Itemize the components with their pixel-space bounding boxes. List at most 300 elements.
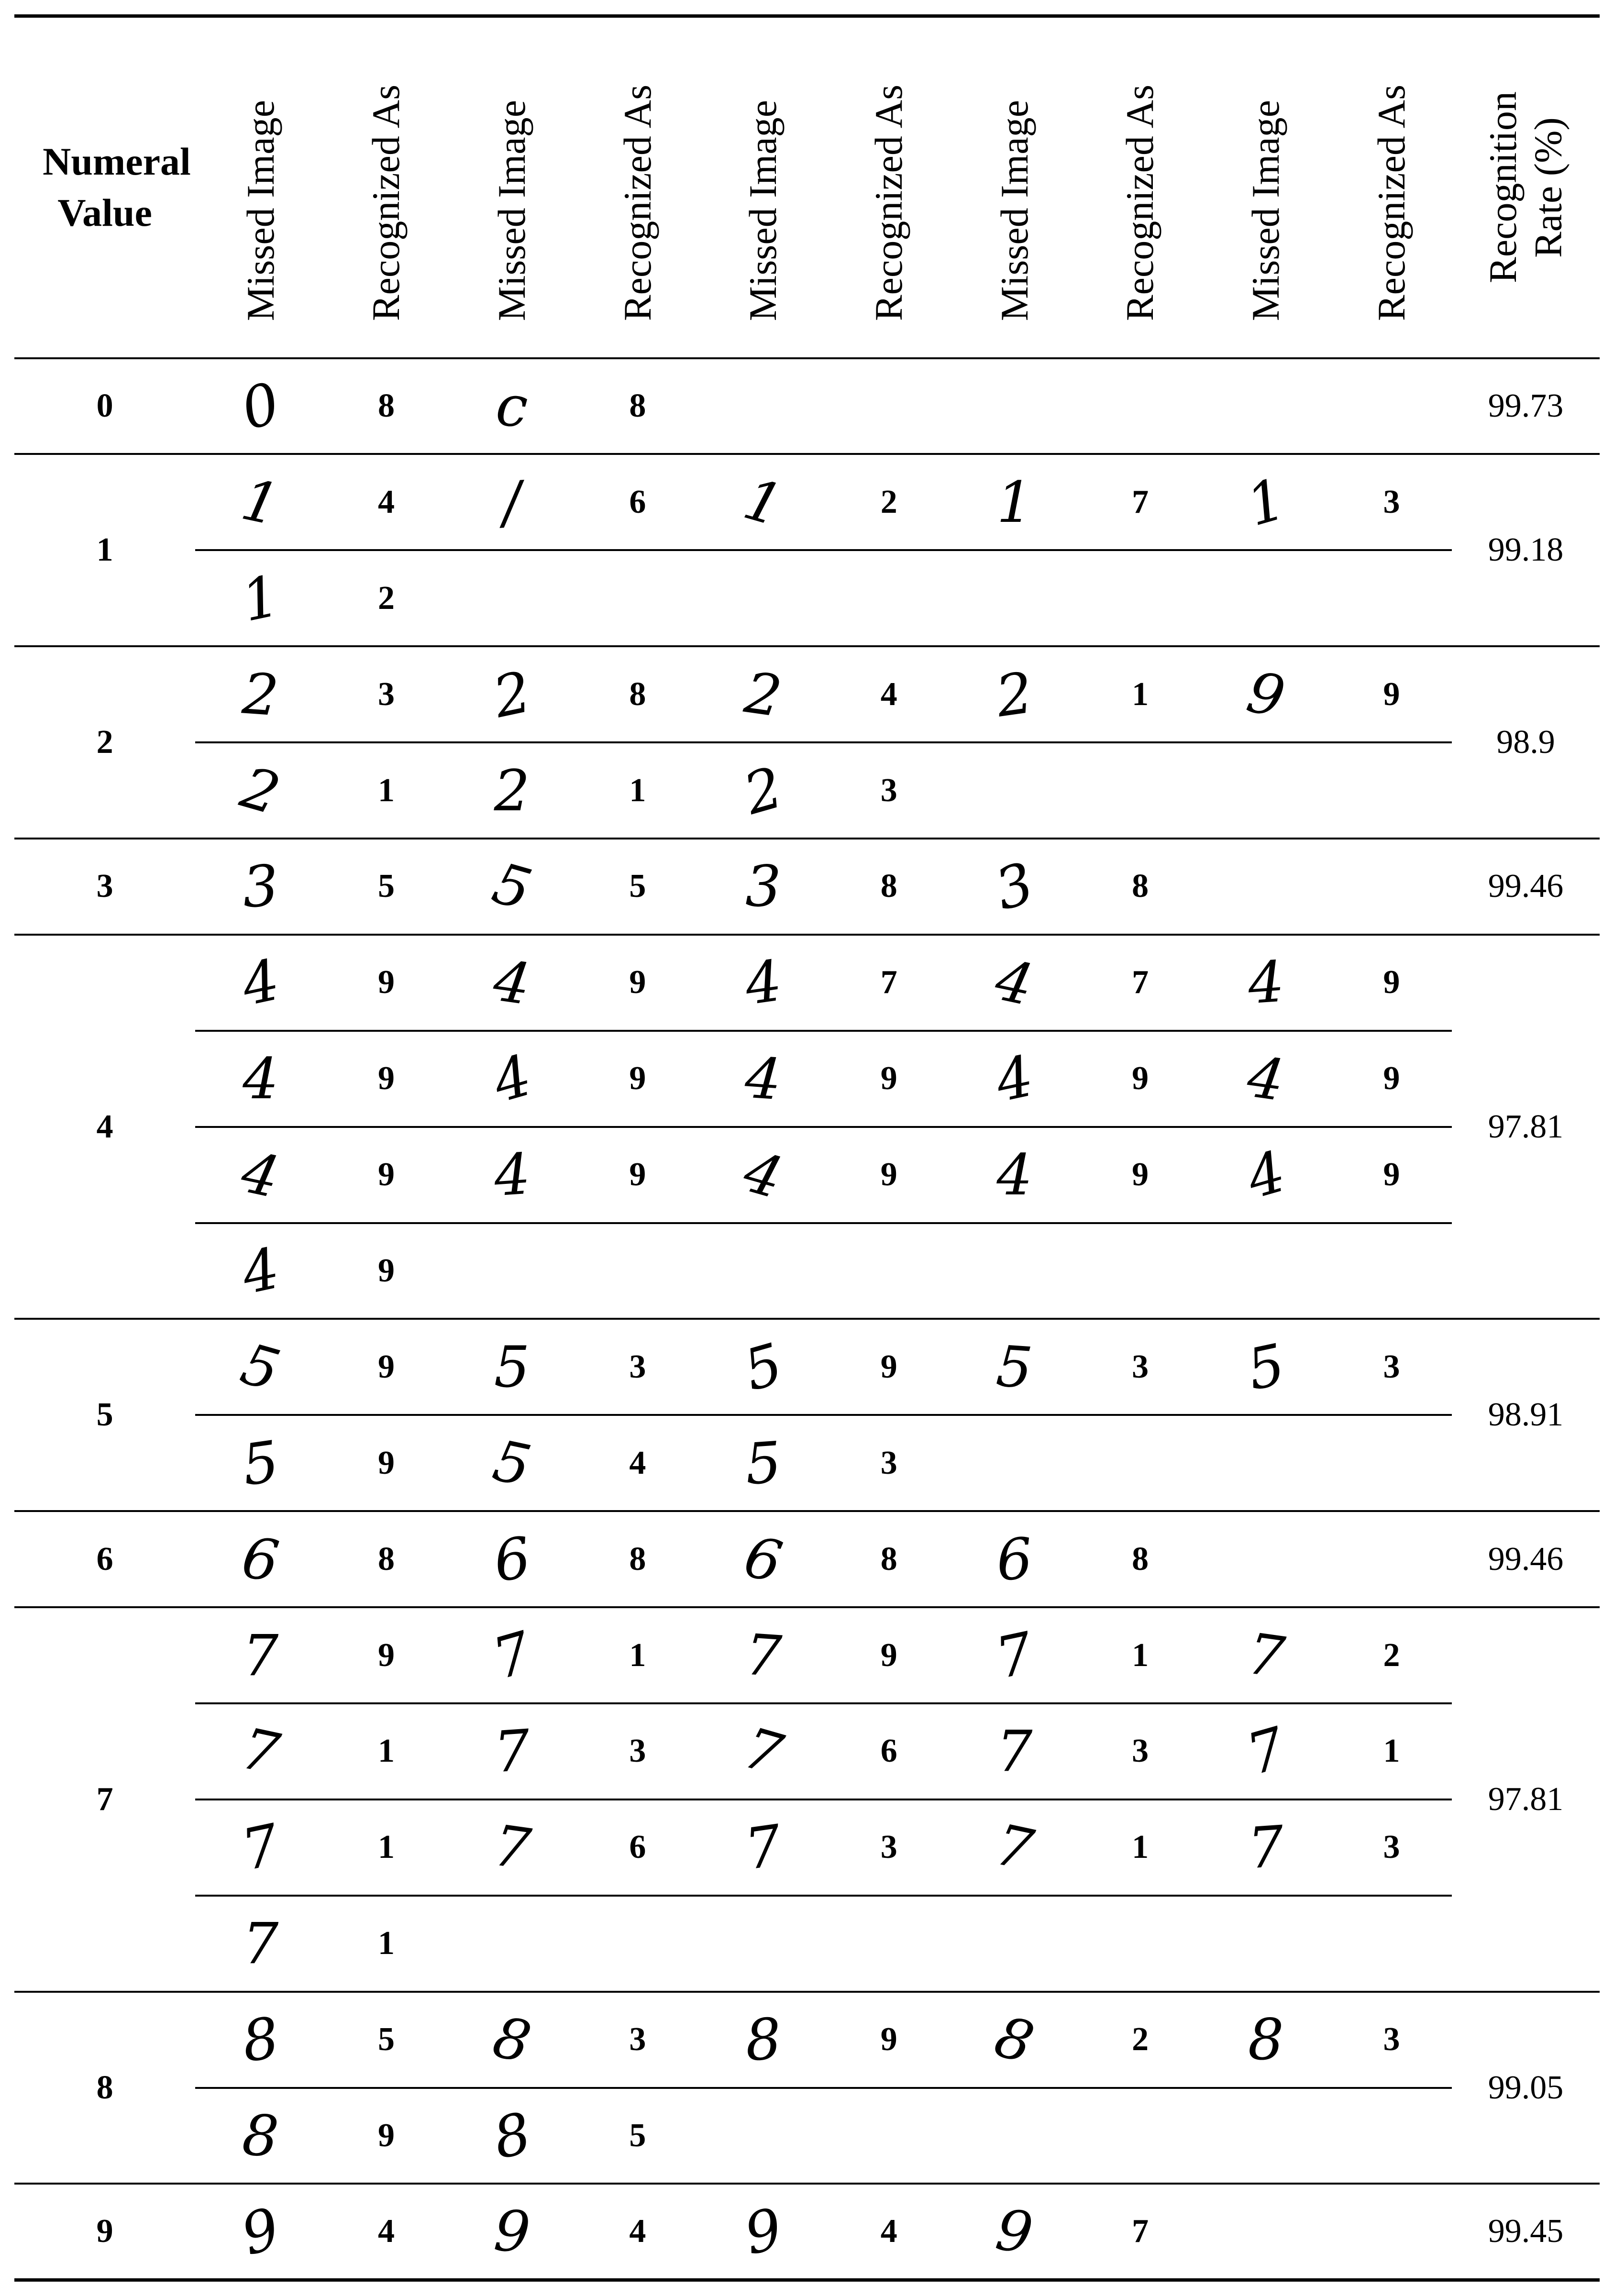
handwritten-digit-image: 7 xyxy=(489,1812,534,1883)
handwritten-digit-image: 8 xyxy=(1248,2007,1284,2073)
missed-image-cell xyxy=(1201,646,1331,742)
missed-image-cell xyxy=(195,1703,326,1799)
missed-image-cell xyxy=(698,1992,829,2088)
missed-image-cell xyxy=(447,1127,577,1223)
handwritten-digit-image: 9 xyxy=(739,2195,788,2268)
recognized-as-cell: 1 xyxy=(1080,646,1201,742)
recognized-as-cell: 7 xyxy=(829,935,949,1031)
recognized-as-cell xyxy=(577,1223,698,1319)
handwritten-digit-image: 8 xyxy=(988,2003,1041,2076)
recognized-as-cell xyxy=(1331,742,1452,839)
handwritten-digit-image: 1 xyxy=(737,465,790,539)
handwritten-digit-image: / xyxy=(500,468,524,536)
recognized-as-cell: 8 xyxy=(326,358,446,454)
numeral-value-cell: 3 xyxy=(14,839,195,935)
missed-image-cell xyxy=(195,935,326,1031)
handwritten-digit-image: 5 xyxy=(994,1333,1035,1402)
handwritten-digit-image: 8 xyxy=(487,2003,537,2076)
recognized-as-cell: 3 xyxy=(829,1415,949,1511)
recognition-rate-cell: 98.9 xyxy=(1452,646,1600,839)
handwritten-digit-image: 6 xyxy=(238,1524,283,1595)
missed-image-cell xyxy=(949,454,1080,550)
handwritten-digit-image: 8 xyxy=(238,2004,283,2075)
handwritten-digit-image: 8 xyxy=(743,2005,784,2074)
recognized-as-cell: 5 xyxy=(326,1992,446,2088)
table-row xyxy=(14,358,1600,454)
missed-image-cell xyxy=(949,1223,1080,1319)
numeral-value-cell: 4 xyxy=(14,935,195,1319)
recognized-as-cell xyxy=(1331,2184,1452,2280)
missed-image-cell xyxy=(949,839,1080,935)
handwritten-digit-image: 8 xyxy=(487,2099,537,2172)
recognized-as-header: Recognized As xyxy=(829,16,949,358)
missed-image-cell xyxy=(195,1031,326,1127)
recognized-as-cell: 2 xyxy=(1331,1607,1452,1703)
recognized-as-cell: 3 xyxy=(577,1703,698,1799)
table-row xyxy=(14,1511,1600,1607)
missed-image-cell xyxy=(1201,454,1331,550)
missed-image-cell xyxy=(698,1319,829,1415)
recognized-as-cell xyxy=(1331,1223,1452,1319)
missed-image-cell xyxy=(447,1703,577,1799)
recognized-as-cell: 8 xyxy=(1080,1511,1201,1607)
missed-image-cell xyxy=(1201,358,1331,454)
missed-image-cell xyxy=(195,839,326,935)
recognized-as-cell: 9 xyxy=(577,1031,698,1127)
missed-image-cell xyxy=(447,1799,577,1896)
recognized-as-cell: 8 xyxy=(577,1511,698,1607)
recognized-as-cell xyxy=(1080,1415,1201,1511)
missed-image-cell xyxy=(195,1127,326,1223)
recognized-as-cell: 9 xyxy=(326,1031,446,1127)
table-row xyxy=(14,2184,1600,2280)
handwritten-digit-image: 6 xyxy=(739,1523,788,1595)
handwritten-digit-image: 7 xyxy=(743,1621,784,1689)
missed-image-cell xyxy=(447,935,577,1031)
recognized-as-cell xyxy=(577,550,698,646)
recognized-as-cell: 3 xyxy=(577,1319,698,1415)
handwritten-digit-image: 1 xyxy=(996,469,1033,535)
recognized-as-cell: 9 xyxy=(1080,1127,1201,1223)
missed-image-cell xyxy=(195,1415,326,1511)
handwritten-digit-image: 7 xyxy=(1246,1813,1286,1882)
handwritten-digit-image: 5 xyxy=(234,1330,287,1404)
numeral-value-cell: 8 xyxy=(14,1992,195,2184)
handwritten-digit-image: 5 xyxy=(238,1428,283,1499)
recognized-as-cell: 4 xyxy=(577,1415,698,1511)
handwritten-digit-image: 7 xyxy=(990,1619,1039,1691)
recognition-rate-cell: 99.18 xyxy=(1452,454,1600,646)
recognized-as-cell: 3 xyxy=(1080,1703,1201,1799)
recognized-as-cell: 9 xyxy=(829,1127,949,1223)
missed-image-header: Missed Image xyxy=(195,16,326,358)
recognized-as-cell: 9 xyxy=(577,935,698,1031)
recognized-as-cell xyxy=(1080,1896,1201,1992)
recognized-as-cell: 2 xyxy=(326,550,446,646)
missed-image-cell xyxy=(698,742,829,839)
numeral-value-cell: 9 xyxy=(14,2184,195,2280)
recognized-as-cell xyxy=(1331,1896,1452,1992)
missed-image-cell xyxy=(195,1511,326,1607)
numeral-value-cell: 6 xyxy=(14,1511,195,1607)
recognized-as-cell: 8 xyxy=(1080,839,1201,935)
missed-image-cell xyxy=(195,1896,326,1992)
missed-image-cell xyxy=(698,1703,829,1799)
handwritten-digit-image: 3 xyxy=(988,850,1041,924)
missed-image-cell xyxy=(1201,935,1331,1031)
recognized-as-cell: 9 xyxy=(829,1031,949,1127)
table-row xyxy=(14,839,1600,935)
table-row xyxy=(14,646,1600,742)
handwritten-digit-image: 7 xyxy=(486,1618,539,1692)
missed-image-cell xyxy=(1201,1319,1331,1415)
recognized-as-cell: 3 xyxy=(1331,1799,1452,1896)
missed-image-cell xyxy=(698,839,829,935)
missed-image-cell xyxy=(447,358,577,454)
recognized-as-cell: 8 xyxy=(829,1511,949,1607)
recognized-as-cell: 9 xyxy=(326,2088,446,2184)
handwritten-digit-image: 2 xyxy=(234,753,287,828)
missed-image-cell xyxy=(1201,1415,1331,1511)
handwritten-digit-image: 9 xyxy=(1241,658,1291,730)
missed-image-cell xyxy=(949,1896,1080,1992)
missed-image-cell xyxy=(949,1319,1080,1415)
recognized-as-cell: 1 xyxy=(326,1799,446,1896)
missed-image-cell xyxy=(195,1223,326,1319)
missed-image-cell xyxy=(698,454,829,550)
recognized-as-cell xyxy=(1331,1415,1452,1511)
missed-image-cell xyxy=(949,1607,1080,1703)
handwritten-digit-image: 1 xyxy=(1239,465,1293,539)
handwritten-digit-image: 2 xyxy=(494,757,530,824)
handwritten-digit-image: 2 xyxy=(737,753,790,828)
recognition-rate-cell: 99.05 xyxy=(1452,1992,1600,2184)
recognized-as-cell: 9 xyxy=(1080,1031,1201,1127)
table-row xyxy=(14,742,1600,839)
handwritten-digit-image: 7 xyxy=(996,1718,1033,1785)
recognized-as-cell xyxy=(1331,2088,1452,2184)
handwritten-digit-image: 7 xyxy=(243,1622,279,1689)
missed-image-cell xyxy=(949,1992,1080,2088)
missed-image-cell xyxy=(195,454,326,550)
missed-image-cell xyxy=(698,1415,829,1511)
recognized-as-cell: 1 xyxy=(1080,1607,1201,1703)
recognized-as-cell: 8 xyxy=(577,646,698,742)
recognized-as-cell: 9 xyxy=(577,1127,698,1223)
handwritten-digit-image: 7 xyxy=(990,1811,1039,1884)
recognized-as-cell: 8 xyxy=(326,1511,446,1607)
handwritten-digit-image: 5 xyxy=(486,850,539,924)
recognition-rate-cell: 98.91 xyxy=(1452,1319,1600,1511)
handwritten-digit-image: 2 xyxy=(992,659,1037,730)
table-row xyxy=(14,1319,1600,1415)
missed-image-cell xyxy=(447,2088,577,2184)
missed-image-cell xyxy=(698,646,829,742)
missed-image-cell xyxy=(949,2184,1080,2280)
recognition-rate-header: Recognition Rate (%) xyxy=(1452,16,1600,358)
missed-image-cell xyxy=(195,1607,326,1703)
missed-image-cell xyxy=(698,358,829,454)
handwritten-digit-image: 5 xyxy=(487,1427,537,1500)
handwritten-digit-image: 4 xyxy=(737,1138,790,1212)
missed-image-cell xyxy=(195,2184,326,2280)
recognized-as-cell xyxy=(1080,550,1201,646)
missed-image-header: Missed Image xyxy=(1201,16,1331,358)
recognized-as-cell xyxy=(1331,358,1452,454)
missed-image-cell xyxy=(447,550,577,646)
recognized-as-cell xyxy=(1331,1511,1452,1607)
recognized-as-cell: 3 xyxy=(829,742,949,839)
recognized-as-cell: 4 xyxy=(326,454,446,550)
recognized-as-cell: 3 xyxy=(577,1992,698,2088)
handwritten-digit-image: 4 xyxy=(1239,1138,1293,1212)
handwritten-digit-image: 1 xyxy=(236,466,285,539)
missed-image-cell xyxy=(698,1799,829,1896)
recognized-as-cell: 9 xyxy=(326,1607,446,1703)
recognized-as-cell: 4 xyxy=(577,2184,698,2280)
recognized-as-cell: 3 xyxy=(829,1799,949,1896)
recognized-as-cell: 3 xyxy=(326,646,446,742)
numeral-value-header: Numeral Value xyxy=(14,16,195,358)
handwritten-digit-image: 4 xyxy=(243,1046,279,1112)
recognized-as-header: Recognized As xyxy=(1331,16,1452,358)
missed-image-cell xyxy=(698,1223,829,1319)
missed-image-cell xyxy=(195,1992,326,2088)
missed-image-cell xyxy=(698,1031,829,1127)
recognized-as-cell: 1 xyxy=(326,1703,446,1799)
missed-image-cell xyxy=(949,1799,1080,1896)
recognized-as-cell: 3 xyxy=(1331,1992,1452,2088)
recognized-as-cell: 9 xyxy=(326,1223,446,1319)
recognized-as-cell: 4 xyxy=(829,2184,949,2280)
missed-image-cell xyxy=(195,646,326,742)
table-body xyxy=(14,358,1600,2280)
missed-image-cell xyxy=(447,1607,577,1703)
recognized-as-cell: 7 xyxy=(1080,2184,1201,2280)
recognition-rate-cell: 99.45 xyxy=(1452,2184,1600,2280)
recognized-as-cell: 9 xyxy=(1331,935,1452,1031)
recognition-rate-cell: 99.46 xyxy=(1452,1511,1600,1607)
table-row xyxy=(14,1607,1600,1703)
handwritten-digit-image: 5 xyxy=(737,1330,790,1404)
recognized-as-cell: 9 xyxy=(829,1607,949,1703)
recognized-as-cell: 9 xyxy=(1331,1127,1452,1223)
missed-image-cell xyxy=(1201,1896,1331,1992)
handwritten-digit-image: 3 xyxy=(240,852,281,921)
recognized-as-cell xyxy=(829,550,949,646)
missed-image-cell xyxy=(447,1319,577,1415)
recognized-as-cell xyxy=(829,2088,949,2184)
handwritten-digit-image: 9 xyxy=(234,2195,287,2268)
recognized-as-cell: 3 xyxy=(1331,1319,1452,1415)
handwritten-digit-image: 4 xyxy=(236,946,285,1019)
missed-image-cell xyxy=(698,1607,829,1703)
recognition-rate-cell: 99.46 xyxy=(1452,839,1600,935)
recognized-as-cell: 9 xyxy=(326,935,446,1031)
handwritten-digit-image: 7 xyxy=(243,1910,279,1977)
recognized-as-cell: 1 xyxy=(577,742,698,839)
missed-image-header: Missed Image xyxy=(447,16,577,358)
handwritten-digit-image: 2 xyxy=(487,658,537,730)
handwritten-digit-image: 4 xyxy=(489,947,534,1018)
missed-image-cell xyxy=(447,646,577,742)
table-row xyxy=(14,550,1600,646)
missed-image-cell xyxy=(447,1415,577,1511)
recognized-as-cell: 1 xyxy=(326,1896,446,1992)
handwritten-digit-image: 4 xyxy=(996,1142,1033,1208)
recognized-as-cell xyxy=(829,358,949,454)
handwritten-digit-image: 1 xyxy=(236,562,285,635)
recognized-as-cell xyxy=(1331,839,1452,935)
recognized-as-cell: 3 xyxy=(1331,454,1452,550)
recognized-as-cell: 1 xyxy=(326,742,446,839)
recognized-as-cell: 8 xyxy=(577,358,698,454)
handwritten-digit-image: 7 xyxy=(1239,1714,1293,1788)
handwritten-digit-image: 0 xyxy=(234,369,287,443)
missed-image-header: Missed Image xyxy=(949,16,1080,358)
missed-image-cell xyxy=(447,1031,577,1127)
missed-image-cell xyxy=(447,454,577,550)
missed-image-cell xyxy=(1201,839,1331,935)
table-row xyxy=(14,1127,1600,1223)
table-row xyxy=(14,1415,1600,1511)
recognized-as-cell: 2 xyxy=(829,454,949,550)
recognized-as-cell: 4 xyxy=(829,646,949,742)
table-row xyxy=(14,1992,1600,2088)
numeral-value-cell: 0 xyxy=(14,358,195,454)
recognized-as-cell: 6 xyxy=(577,1799,698,1896)
handwritten-digit-image: 5 xyxy=(743,1429,784,1498)
missed-image-cell xyxy=(447,1511,577,1607)
recognized-as-cell: 1 xyxy=(1080,1799,1201,1896)
handwritten-digit-image: 9 xyxy=(992,2196,1037,2267)
handwritten-digit-image: 7 xyxy=(491,1717,532,1786)
numeral-value-cell: 7 xyxy=(14,1607,195,1992)
numeral-value-cell: 1 xyxy=(14,454,195,646)
handwritten-digit-image: 6 xyxy=(489,1524,534,1595)
recognized-as-cell: 5 xyxy=(326,839,446,935)
missed-image-cell xyxy=(698,550,829,646)
recognized-as-cell xyxy=(829,1896,949,1992)
missed-image-cell xyxy=(949,1703,1080,1799)
handwritten-digit-image: 4 xyxy=(990,946,1039,1019)
handwritten-digit-image: 5 xyxy=(1241,1331,1291,1403)
handwritten-digit-image: 7 xyxy=(741,1812,786,1883)
recognized-as-cell xyxy=(1080,1223,1201,1319)
recognized-as-cell: 9 xyxy=(326,1415,446,1511)
handwritten-digit-image: c xyxy=(494,372,530,441)
missed-image-cell xyxy=(949,1031,1080,1127)
handwritten-digit-image: 2 xyxy=(240,660,281,729)
handwritten-digit-image: 8 xyxy=(240,2101,281,2170)
missed-image-cell xyxy=(195,1319,326,1415)
handwritten-digit-image: 4 xyxy=(990,1042,1039,1115)
handwritten-digit-image: 4 xyxy=(1243,1043,1289,1114)
missed-image-cell xyxy=(195,1799,326,1896)
missed-image-cell xyxy=(447,1992,577,2088)
recognition-rate-cell: 97.81 xyxy=(1452,1607,1600,1992)
handwritten-digit-image: 4 xyxy=(491,1140,532,1209)
missed-image-cell xyxy=(447,1896,577,1992)
missed-image-cell xyxy=(949,550,1080,646)
missed-image-cell xyxy=(1201,742,1331,839)
missed-image-cell xyxy=(1201,1992,1331,2088)
handwritten-digit-image: 9 xyxy=(491,2197,532,2266)
recognized-as-cell: 9 xyxy=(1331,646,1452,742)
recognized-as-cell: 3 xyxy=(1080,1319,1201,1415)
recognition-rate-cell: 99.73 xyxy=(1452,358,1600,454)
recognized-as-header: Recognized As xyxy=(326,16,446,358)
missed-image-cell xyxy=(698,1127,829,1223)
missed-image-cell xyxy=(1201,2184,1331,2280)
missed-image-cell xyxy=(949,742,1080,839)
missed-image-header: Missed Image xyxy=(698,16,829,358)
handwritten-digit-image: 2 xyxy=(741,659,786,730)
recognized-as-cell: 4 xyxy=(326,2184,446,2280)
missed-image-cell xyxy=(1201,1127,1331,1223)
handwritten-digit-image: 7 xyxy=(236,1811,285,1884)
recognized-as-cell: 6 xyxy=(577,454,698,550)
header-row xyxy=(14,16,1600,358)
missed-image-cell xyxy=(447,1223,577,1319)
recognized-as-cell xyxy=(1080,2088,1201,2184)
recognized-as-cell xyxy=(1080,358,1201,454)
recognized-as-cell: 9 xyxy=(326,1127,446,1223)
missed-image-cell xyxy=(949,935,1080,1031)
handwritten-digit-image: 4 xyxy=(236,1235,285,1307)
recognized-as-cell xyxy=(829,1223,949,1319)
missed-image-cell xyxy=(1201,1511,1331,1607)
table-row xyxy=(14,1896,1600,1992)
handwritten-digit-image: 3 xyxy=(745,853,782,920)
recognized-as-cell: 2 xyxy=(1080,1992,1201,2088)
recognized-as-cell xyxy=(577,1896,698,1992)
missed-image-cell xyxy=(195,742,326,839)
missed-image-cell xyxy=(1201,2088,1331,2184)
table-row xyxy=(14,454,1600,550)
recognized-as-cell: 5 xyxy=(577,839,698,935)
missed-image-cell xyxy=(1201,1703,1331,1799)
missed-image-cell xyxy=(698,935,829,1031)
table-row xyxy=(14,1703,1600,1799)
misrecognition-table xyxy=(14,14,1600,2282)
table-row xyxy=(14,935,1600,1031)
missed-image-cell xyxy=(698,1896,829,1992)
recognized-as-cell: 6 xyxy=(829,1703,949,1799)
missed-image-cell xyxy=(1201,1223,1331,1319)
table-row xyxy=(14,1223,1600,1319)
missed-image-cell xyxy=(447,742,577,839)
recognized-as-cell: 9 xyxy=(1331,1031,1452,1127)
missed-image-cell xyxy=(1201,1607,1331,1703)
recognized-as-cell: 9 xyxy=(829,1992,949,2088)
missed-image-cell xyxy=(949,1127,1080,1223)
missed-image-cell xyxy=(949,358,1080,454)
missed-image-cell xyxy=(1201,1799,1331,1896)
recognized-as-cell: 9 xyxy=(326,1319,446,1415)
recognition-rate-cell: 97.81 xyxy=(1452,935,1600,1319)
numeral-value-cell: 5 xyxy=(14,1319,195,1511)
missed-image-cell xyxy=(698,1511,829,1607)
missed-image-cell xyxy=(949,1511,1080,1607)
numeral-value-cell: 2 xyxy=(14,646,195,839)
recognized-as-cell xyxy=(1080,742,1201,839)
handwritten-digit-image: 4 xyxy=(236,1138,285,1211)
missed-image-cell xyxy=(195,2088,326,2184)
missed-image-cell xyxy=(949,1415,1080,1511)
missed-image-cell xyxy=(195,550,326,646)
missed-image-cell xyxy=(949,646,1080,742)
